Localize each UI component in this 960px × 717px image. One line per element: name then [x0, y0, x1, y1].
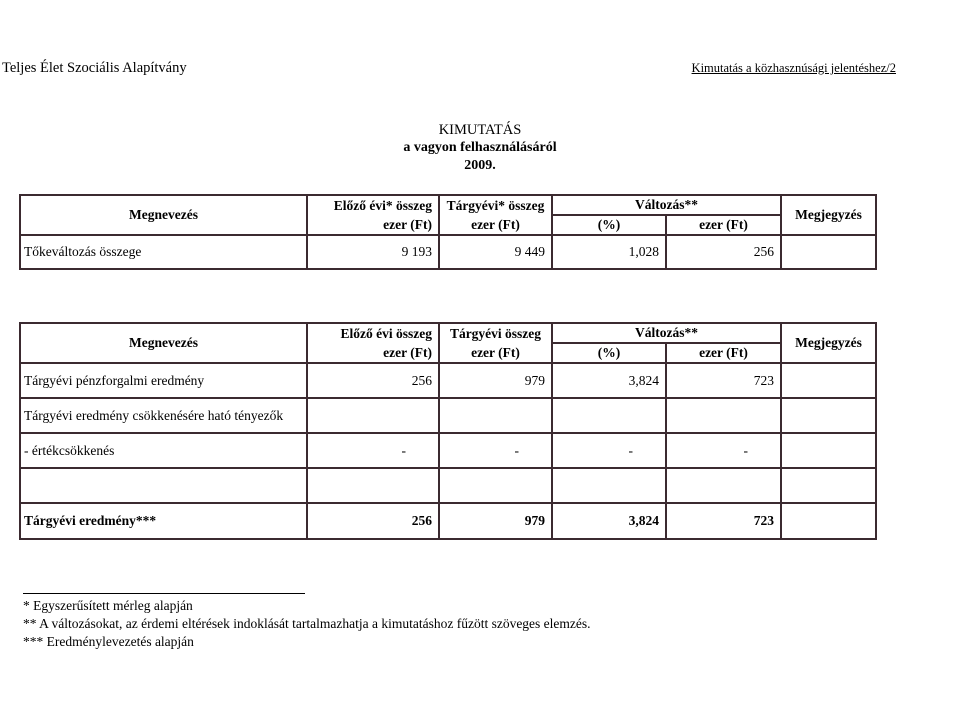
- row-note: [781, 433, 876, 468]
- row-prev: [307, 468, 439, 503]
- footnote-3: *** Eredménylevezetés alapján: [23, 634, 194, 649]
- header-change: Változás**: [552, 195, 781, 215]
- row-name: Tárgyévi eredmény***: [20, 503, 307, 539]
- row-prev: 9 193: [307, 235, 439, 269]
- row-curr: -: [439, 433, 552, 468]
- table-row: [20, 363, 876, 398]
- header-change-ft: ezer (Ft): [666, 343, 781, 363]
- row-ft: 256: [666, 235, 781, 269]
- header-change-pct: (%): [552, 215, 666, 235]
- row-note: [781, 503, 876, 539]
- table-row: [20, 503, 876, 539]
- header-curr-bottom: ezer (Ft): [439, 215, 552, 235]
- row-prev: 256: [307, 503, 439, 539]
- table-row: [20, 398, 876, 433]
- header-prev-top: Előző évi* összeg: [307, 195, 439, 215]
- result-table: [19, 322, 877, 540]
- row-prev: [307, 398, 439, 433]
- footnote-2: ** A változásokat, az érdemi eltérések indoklását tartalmazhatja a kimutatáshoz fűzött szöveges elemzés.: [23, 616, 591, 631]
- row-curr: [439, 398, 552, 433]
- footnotes: [23, 597, 591, 651]
- header-note: Megjegyzés: [781, 195, 876, 235]
- footnote-1: * Egyszerűsített mérleg alapján: [23, 598, 193, 613]
- header-curr-top: Tárgyévi* összeg: [439, 195, 552, 215]
- row-curr: [439, 468, 552, 503]
- row-note: [781, 235, 876, 269]
- row-name: [20, 468, 307, 503]
- header-curr-bottom: ezer (Ft): [439, 343, 552, 363]
- document-reference: Kimutatás a közhasznúsági jelentéshez/2: [691, 61, 896, 75]
- header-name: Megnevezés: [20, 195, 307, 235]
- header-change: Változás**: [552, 323, 781, 343]
- capital-change-table: [19, 194, 877, 270]
- organization-name: Teljes Élet Szociális Alapítvány: [2, 60, 187, 76]
- row-curr: 979: [439, 503, 552, 539]
- row-pct: 1,028: [552, 235, 666, 269]
- table-row: [20, 468, 876, 503]
- row-name: - értékcsökkenés: [20, 433, 307, 468]
- row-ft: [666, 468, 781, 503]
- row-ft: 723: [666, 503, 781, 539]
- row-prev: 256: [307, 363, 439, 398]
- row-ft: 723: [666, 363, 781, 398]
- row-ft: -: [666, 433, 781, 468]
- title-line-1: KIMUTATÁS: [438, 122, 522, 138]
- header-name: Megnevezés: [20, 323, 307, 363]
- header-prev-top: Előző évi összeg: [307, 323, 439, 343]
- header-prev-bottom: ezer (Ft): [307, 343, 439, 363]
- row-prev: -: [307, 433, 439, 468]
- header-note: Megjegyzés: [781, 323, 876, 363]
- row-name: Tőkeváltozás összege: [20, 235, 307, 269]
- header-change-pct: (%): [552, 343, 666, 363]
- row-pct: 3,824: [552, 503, 666, 539]
- row-pct: -: [552, 433, 666, 468]
- row-pct: [552, 398, 666, 433]
- header-curr-top: Tárgyévi összeg: [439, 323, 552, 343]
- footnote-divider: [23, 593, 305, 594]
- row-ft: [666, 398, 781, 433]
- row-curr: 9 449: [439, 235, 552, 269]
- title-line-2: a vagyon felhasználásáról: [403, 140, 557, 155]
- document-title: [0, 121, 960, 175]
- row-curr: 979: [439, 363, 552, 398]
- header-prev-bottom: ezer (Ft): [307, 215, 439, 235]
- table-row: [20, 235, 876, 269]
- row-pct: [552, 468, 666, 503]
- title-line-3: 2009.: [464, 158, 496, 173]
- header-change-ft: ezer (Ft): [666, 215, 781, 235]
- row-note: [781, 468, 876, 503]
- row-note: [781, 363, 876, 398]
- row-pct: 3,824: [552, 363, 666, 398]
- row-name: Tárgyévi eredmény csökkenésére ható tényezők: [20, 398, 307, 433]
- table-row: [20, 433, 876, 468]
- row-name: Tárgyévi pénzforgalmi eredmény: [20, 363, 307, 398]
- row-note: [781, 398, 876, 433]
